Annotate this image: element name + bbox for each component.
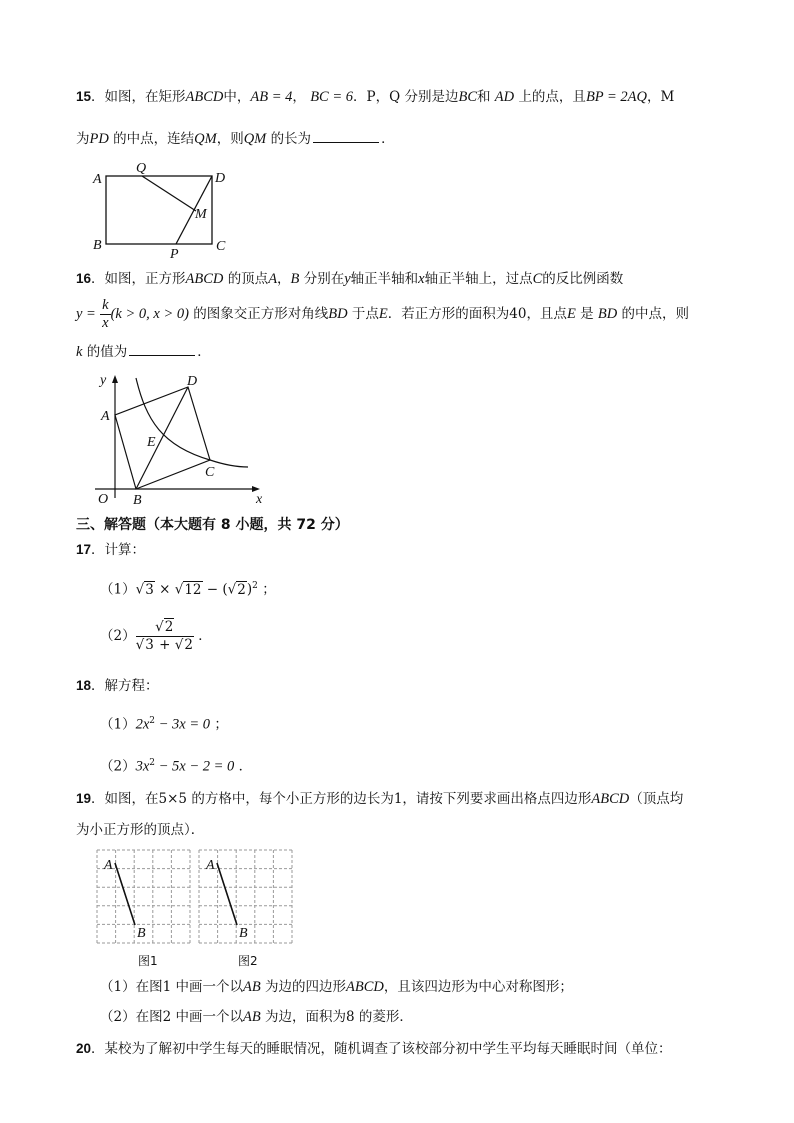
q15-text: ．P，Q 分别是边: [353, 89, 459, 105]
math-k: k: [76, 344, 83, 360]
label-b-fig1: B: [137, 926, 146, 941]
q16-text: ，: [277, 271, 291, 287]
operator: +: [159, 637, 171, 653]
punctuation: ．: [238, 758, 253, 775]
radicand: 2: [237, 581, 246, 598]
label-b: B: [93, 238, 102, 253]
q15-number: 15: [76, 89, 92, 104]
q15-text: ．: [381, 131, 395, 147]
radicand: 2: [184, 637, 193, 653]
q18-title: [76, 677, 159, 695]
q17-part1: $(1)√3 \times √12 - (√2)^2$ ；: [100, 581, 276, 598]
q15-text: ，则: [216, 131, 244, 147]
label-q: Q: [136, 161, 147, 176]
q19-line2: 为小正方形的顶点）．: [76, 822, 205, 838]
label-a: A: [93, 172, 102, 187]
q15-rectangle-figure: [86, 158, 236, 260]
q19-grid-figures: [92, 845, 302, 973]
math-term: − 5x − 2 = 0: [155, 758, 235, 775]
part-label: （2）: [100, 628, 136, 644]
math-bd: BD: [597, 306, 618, 322]
math-abcd: ABCD: [591, 791, 630, 807]
exponent: 2: [252, 581, 258, 591]
q16-text: 的图象交正方形对角线: [193, 306, 329, 322]
q15-text: ，: [292, 89, 306, 105]
operator: −: [206, 581, 219, 598]
q16-text: ．若正方形的面积为: [387, 306, 510, 322]
label-c: C: [216, 239, 226, 254]
label-a-fig2: A: [206, 858, 215, 873]
q19-text: 中画一个以: [175, 1009, 243, 1025]
math-ab: AB: [242, 1009, 261, 1025]
label-e: E: [147, 435, 156, 450]
math-pd: PD: [89, 131, 109, 147]
numerator-k: k: [102, 297, 109, 313]
punctuation: ；: [214, 716, 228, 733]
q20-text: ．某校为了解初中学生每天的睡眠情况，随机调查了该校部分初中学生平均每天睡眠时间（单位：: [91, 1041, 672, 1057]
math-a: A: [268, 271, 278, 287]
q17-title: [76, 541, 145, 559]
label-b-fig2: B: [239, 926, 248, 941]
caption-fig1: 图1: [138, 954, 158, 968]
q17-number: 17: [76, 542, 92, 557]
math-term: − 3x = 0: [155, 716, 211, 733]
segment-ab-fig1: [115, 863, 135, 925]
math-ab: AB: [242, 979, 261, 995]
q19-text: 的菱形．: [358, 1009, 413, 1025]
q16-text: 的中点，则: [621, 306, 690, 322]
q16-number: 16: [76, 271, 92, 286]
q16-text: 的顶点: [227, 271, 269, 287]
q19-text: ．如图，在: [91, 791, 159, 807]
radicand: 12: [184, 581, 202, 598]
q16-coordinate-figure: [90, 370, 270, 510]
label-a-fig1: A: [104, 858, 113, 873]
q19-text: 为边，面积为: [265, 1009, 346, 1025]
math-term: 2x: [135, 716, 150, 733]
part-label: （2）: [100, 758, 136, 775]
q16-text: 是: [580, 306, 594, 322]
q19-part2: [100, 1008, 413, 1026]
math-y-equals: y =: [76, 306, 96, 322]
q19-text: 的方格中，每个小正方形的边长为: [191, 791, 394, 807]
math-b: B: [290, 271, 300, 287]
operator: ×: [159, 581, 171, 598]
q17-text: ．计算：: [91, 542, 146, 558]
math-ab: AB = 4: [250, 89, 293, 105]
math-condition: (k > 0, x > 0): [110, 306, 189, 322]
math-e: E: [566, 306, 576, 322]
section-header: 三、解答题（本大题有 8 小题，共 72 分）: [76, 517, 349, 533]
answer-blank[interactable]: [129, 343, 195, 356]
q16-text: ．: [197, 344, 211, 360]
fraction-k-over-x: [100, 297, 110, 332]
q19-part1: [100, 978, 573, 996]
y-axis-arrow-icon: [112, 375, 118, 383]
exponent: 2: [149, 758, 156, 768]
q19-text: ，且该四边形为中心对称图形；: [383, 979, 573, 995]
math-ad: AD: [494, 89, 515, 105]
denominator-x: x: [102, 315, 109, 331]
q18-part1: [100, 712, 228, 734]
math-bp: BP = 2AQ: [585, 89, 648, 105]
q16-text: 轴正半轴和: [350, 271, 419, 287]
radicand: 2: [164, 619, 174, 635]
part-label: （1）: [100, 581, 136, 598]
q18-text: ．解方程：: [91, 678, 159, 694]
math-term: 3x: [135, 758, 150, 775]
punctuation: ．: [198, 628, 212, 644]
math-bd: BD: [328, 306, 348, 322]
exponent: 2: [149, 716, 156, 726]
q19-text: （顶点均: [629, 791, 684, 807]
math-8: 8: [346, 1009, 355, 1025]
math-y: y: [344, 271, 351, 287]
q16-line2: [76, 296, 689, 332]
math-1: 1: [393, 791, 403, 807]
q19-text: （2）在图: [100, 1009, 163, 1025]
q15-text: 的中点，连结: [113, 131, 195, 147]
q15-line2: [76, 130, 395, 148]
q16-text: 分别在: [303, 271, 345, 287]
caption-fig2: 图2: [238, 954, 258, 968]
math-2: 2: [162, 1009, 172, 1025]
q19-line1: [76, 790, 683, 808]
radicand: 3: [145, 581, 154, 598]
label-m: M: [195, 207, 207, 222]
q19-text: （1）在图: [100, 979, 163, 995]
radicand: 3: [145, 637, 154, 653]
q16-text: 轴正半轴上，过点: [424, 271, 533, 287]
label-p: P: [170, 247, 179, 260]
label-a: A: [101, 409, 110, 424]
q18-number: 18: [76, 678, 92, 693]
q16-text: 于点: [351, 306, 379, 322]
math-abcd: ABCD: [185, 89, 224, 105]
q16-text: ，且点: [526, 306, 567, 322]
q15-text: 为: [76, 131, 90, 147]
denominator: √3 + √2: [135, 637, 193, 653]
math-40: 40: [509, 306, 527, 322]
math-qm: QM: [243, 131, 267, 147]
label-d: D: [187, 374, 198, 389]
q20-number: 20: [76, 1041, 92, 1056]
label-x: x: [256, 492, 263, 507]
segment-qm: [142, 176, 196, 211]
math-abcd: ABCD: [346, 979, 384, 995]
q16-line1: [76, 270, 623, 288]
q18-part2: [100, 754, 252, 776]
math-qm: QM: [194, 131, 217, 147]
q16-text: 的值为: [86, 344, 128, 360]
q15-text: 的长为: [270, 131, 312, 147]
label-o: O: [98, 492, 109, 507]
math-bc: BC: [458, 89, 477, 105]
segment-ab-fig2: [217, 863, 237, 925]
q19-text: 为边的四边形: [265, 979, 346, 995]
fraction: [136, 619, 194, 654]
math-5x5: 5×5: [158, 791, 188, 807]
q15-line1: [76, 88, 674, 106]
q19-text: 中画一个以: [175, 979, 243, 995]
math-c: C: [532, 271, 543, 287]
q15-text: 上的点，且: [518, 89, 586, 105]
math-x: x: [418, 271, 425, 287]
label-y: y: [100, 373, 107, 388]
hyperbola-curve: [136, 378, 248, 467]
numerator: √2: [136, 619, 194, 637]
label-c: C: [205, 465, 215, 480]
q19-number: 19: [76, 791, 92, 806]
q15-text: 中，: [223, 89, 251, 105]
label-d: D: [215, 171, 226, 186]
math-abcd: ABCD: [185, 271, 224, 287]
answer-blank[interactable]: [313, 130, 379, 143]
part-label: （1）: [100, 716, 136, 733]
math-bc: BC = 6: [310, 89, 354, 105]
q16-text: ．如图，正方形: [91, 271, 186, 287]
q15-text: 和: [477, 89, 491, 105]
label-b: B: [133, 493, 142, 508]
q19-text: ，请按下列要求画出格点四边形: [402, 791, 592, 807]
math-e: E: [378, 306, 388, 322]
math-1: 1: [162, 979, 172, 995]
q20-line1: [76, 1040, 672, 1058]
q16-text: 的反比例函数: [542, 271, 624, 287]
q17-part2: [100, 618, 212, 654]
punctuation: ；: [262, 581, 276, 598]
q16-line3: [76, 343, 211, 361]
q15-text: ，M: [647, 89, 675, 105]
q15-text: ．如图，在矩形: [91, 89, 186, 105]
